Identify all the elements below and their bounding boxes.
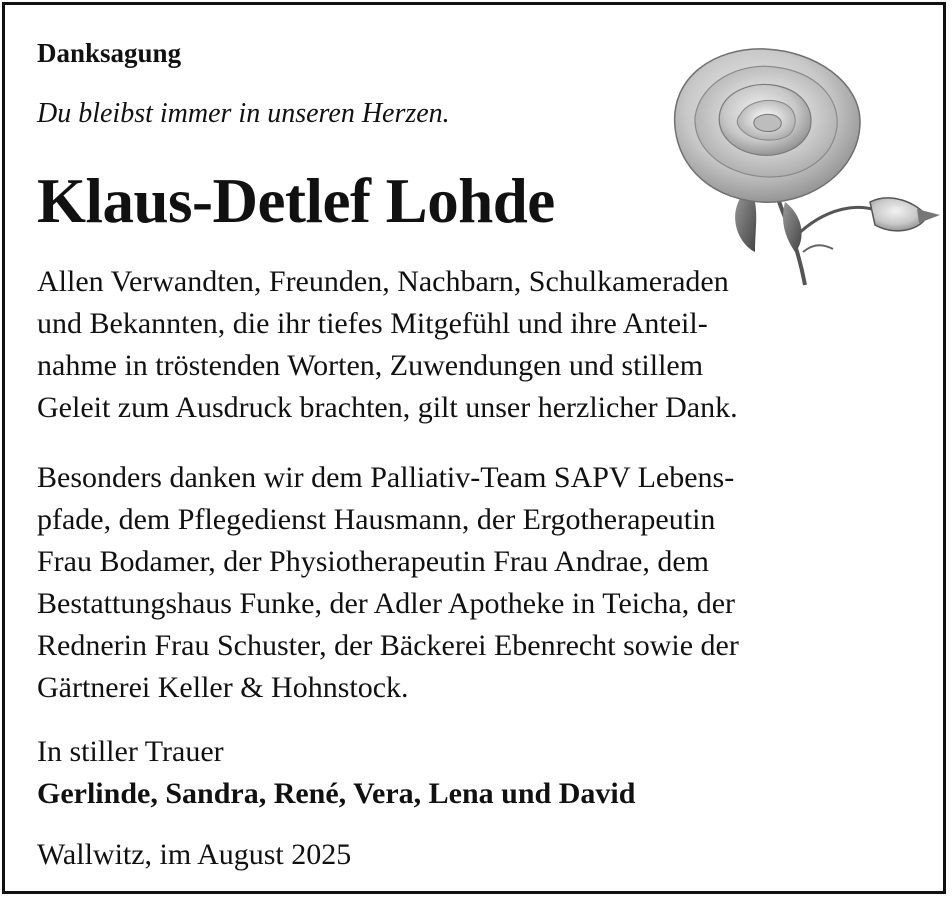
special-thanks-paragraph [37,457,917,709]
deceased-name: Klaus-Detlef Lohde [37,166,555,236]
paragraph-line: pfade, dem Pflegedienst Hausmann, der Ergotherapeutin [37,503,716,536]
paragraph-line: Rednerin Frau Schuster, der Bäckerei Ebenrecht sowie der [37,629,739,662]
thanks-paragraph [37,261,917,429]
paragraph-line: Gärtnerei Keller & Hohnstock. [37,671,409,704]
paragraph-line: Frau Bodamer, der Physiotherapeutin Frau Andrae, dem [37,545,709,578]
notice-subtitle: Du bleibst immer in unseren Herzen. [37,98,450,129]
paragraph-line: und Bekannten, die ihr tiefes Mitgefühl und ihre Anteil- [37,307,708,340]
rose-illustration [655,37,945,287]
family-names: Gerlinde, Sandra, René, Vera, Lena und David [37,777,636,810]
paragraph-line: Bestattungshaus Funke, der Adler Apotheke in Teicha, der [37,587,736,620]
paragraph-line: nahme in tröstenden Worten, Zuwendungen und stillem [37,349,704,382]
mourning-line: In stiller Trauer [37,735,224,768]
paragraph-line: Allen Verwandten, Freunden, Nachbarn, Schulkameraden [37,265,729,298]
place-date: Wallwitz, im August 2025 [37,838,352,871]
paragraph-line: Besonders danken wir dem Palliativ-Team SAPV Lebens- [37,461,735,494]
notice-heading: Danksagung [37,38,182,68]
paragraph-line: Geleit zum Ausdruck brachten, gilt unser herzlicher Dank. [37,391,738,424]
obituary-notice [2,2,946,894]
